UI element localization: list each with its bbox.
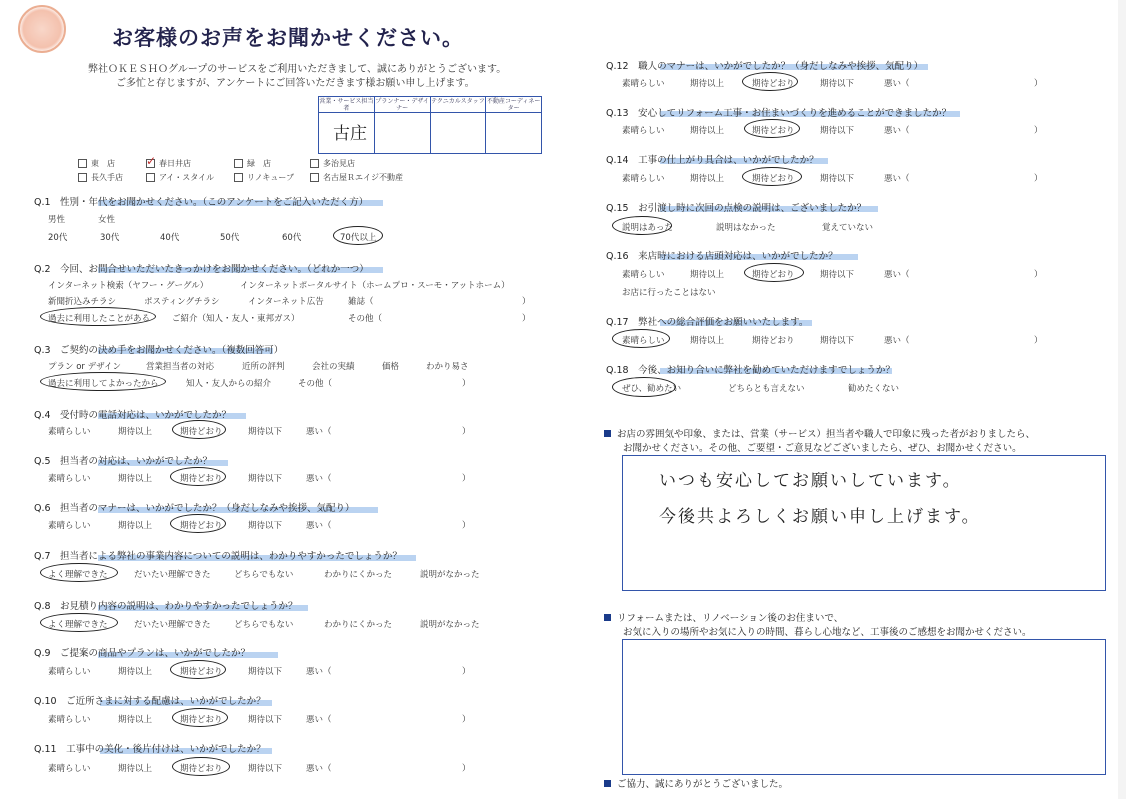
option[interactable]: その他（	[348, 314, 383, 324]
option[interactable]: インターネット広告	[248, 297, 324, 307]
option[interactable]: 説明がなかった	[420, 570, 480, 580]
option[interactable]: 期待以下	[248, 521, 283, 531]
option[interactable]: 悪い（	[306, 427, 332, 437]
option[interactable]: 悪い（	[884, 126, 910, 136]
option-selected[interactable]: 過去に利用してよかったから	[48, 379, 159, 389]
answer-circle	[170, 467, 226, 486]
q15-title: Q.15 お引渡し時に次回の点検の説明は、ございましたか？	[606, 203, 867, 214]
store-checkboxes	[78, 153, 403, 184]
option-paren: ）	[1034, 126, 1043, 136]
store-label: アイ・スタイル	[159, 172, 215, 182]
staff-col-header: 営業・サービス担当者	[319, 98, 374, 112]
q10-title: Q.10 ご近所さまに対する配慮は、いかがでしたか？	[34, 696, 266, 707]
q13-title: Q.13 安心してリフォーム工事・お住まいづくりを進めることができましたか？	[606, 108, 952, 119]
intro-line-1: 弊社ＯＫＥＳＨＯグループのサービスをご利用いただきまして、誠にありがとうございます。	[88, 64, 507, 75]
option[interactable]: プラン or デザイン	[48, 362, 122, 372]
option[interactable]: 期待以下	[820, 79, 855, 89]
option[interactable]: 素晴らしい	[48, 521, 91, 531]
answer-circle	[172, 757, 230, 776]
option-paren: ）	[462, 764, 471, 774]
option[interactable]: 近所の評判	[242, 362, 285, 372]
option[interactable]: 素晴らしい	[48, 764, 91, 774]
option[interactable]: 期待以上	[118, 764, 153, 774]
q3-title: Q.3 ご契約の決め手をお聞かせください。（複数回答可）	[34, 345, 284, 356]
option[interactable]: 覚えていない	[822, 223, 874, 233]
option-selected[interactable]: よく理解できた	[48, 570, 108, 580]
comment1-handwriting-line1: いつも安心してお願いしています。	[659, 471, 962, 491]
option[interactable]: 素晴らしい	[622, 174, 665, 184]
option[interactable]: 期待以下	[820, 174, 855, 184]
option[interactable]: 悪い（	[306, 715, 332, 725]
option-selected[interactable]: ぜひ、勧めたい	[622, 384, 682, 394]
option[interactable]: 期待以下	[248, 764, 283, 774]
comment2-prompt-line1: リフォームまたは、リノベーション後のお住まいで、	[604, 610, 843, 624]
option[interactable]: だいたい理解できた	[134, 570, 211, 580]
store-checkbox[interactable]	[78, 173, 87, 182]
option[interactable]: 雑誌（	[348, 297, 374, 307]
staff-col-header: プランナー・デザイナー	[375, 98, 429, 112]
option-paren: ）	[462, 715, 471, 725]
option[interactable]: 悪い（	[306, 764, 332, 774]
option[interactable]: 新聞折込みチラシ	[48, 297, 117, 307]
option[interactable]: 悪い（	[306, 667, 332, 677]
option[interactable]: 素晴らしい	[48, 427, 91, 437]
option[interactable]: 素晴らしい	[622, 79, 665, 89]
option[interactable]: 期待以上	[118, 521, 153, 531]
option-selected[interactable]: 素晴らしい	[622, 336, 665, 346]
q5-title: Q.5 担当者の対応は、いかがでしたか？	[34, 456, 213, 467]
option-paren: ）	[462, 427, 471, 437]
option[interactable]: 素晴らしい	[622, 126, 665, 136]
store-label: 長久手店	[91, 172, 123, 182]
option[interactable]: 期待以下	[248, 427, 283, 437]
store-label: 名古屋Ｒエイジ不動産	[323, 172, 403, 182]
option-selected[interactable]: 期待どおり	[752, 79, 795, 89]
store-checkbox[interactable]	[310, 173, 319, 182]
store-label: 春日井店	[159, 158, 191, 168]
option-paren: ）	[462, 667, 471, 677]
option[interactable]: 男性	[48, 215, 66, 225]
option[interactable]: 期待以下	[820, 126, 855, 136]
option[interactable]: 悪い（	[884, 79, 910, 89]
q4-title: Q.4 受付時の電話対応は、いかがでしたか？	[34, 410, 232, 421]
answer-circle	[40, 372, 166, 391]
option[interactable]: 60代	[282, 233, 302, 243]
comment2-textarea[interactable]	[622, 639, 1106, 775]
answer-circle	[172, 420, 226, 439]
option-selected[interactable]: 説明はあった	[622, 223, 673, 233]
scan-edge	[1118, 0, 1126, 799]
option-selected[interactable]: 70代以上	[340, 233, 377, 243]
store-label: 多治見店	[323, 158, 355, 168]
q6-title: Q.6 担当者のマナーは、いかがでしたか？（身だしなみや挨拶、気配り）	[34, 503, 355, 514]
answer-circle	[333, 226, 383, 245]
q16-title: Q.16 来店時における店頭対応は、いかがでしたか？	[606, 251, 838, 262]
option[interactable]: 50代	[220, 233, 240, 243]
option[interactable]: 営業担当者の対応	[146, 362, 215, 372]
option-selected[interactable]: 期待どおり	[180, 474, 223, 484]
option[interactable]: わかりにくかった	[324, 570, 393, 580]
option[interactable]: わかりにくかった	[324, 620, 393, 630]
answer-circle	[172, 708, 228, 727]
option[interactable]: 期待以下	[248, 667, 283, 677]
comment1-prompt-line2: お聞かせください。その他、ご要望・ご意見などございましたら、ぜひ、お聞かせください。	[623, 443, 1022, 454]
store-checkbox-checked[interactable]: ✓	[146, 153, 157, 168]
option-selected[interactable]: 期待どおり	[180, 521, 223, 531]
option[interactable]: インターネット検索（ヤフー・グーグル）	[48, 281, 209, 291]
bullet-square-icon	[604, 614, 611, 621]
answer-circle	[40, 563, 118, 582]
answer-circle	[612, 216, 672, 235]
option[interactable]: 説明がなかった	[420, 620, 480, 630]
option[interactable]: 期待以下	[248, 474, 283, 484]
option[interactable]: 悪い（	[884, 336, 910, 346]
store-checkbox[interactable]	[146, 173, 155, 182]
store-checkbox[interactable]	[234, 159, 243, 168]
option[interactable]: 20代	[48, 233, 68, 243]
q12-title: Q.12 職人のマナーは、いかがでしたか？（身だしなみや挨拶、気配り）	[606, 61, 924, 72]
option-selected[interactable]: 期待どおり	[180, 764, 223, 774]
option[interactable]: その他（	[298, 379, 333, 389]
option[interactable]: お店に行ったことはない	[622, 288, 716, 298]
answer-circle	[40, 613, 118, 632]
option[interactable]: 素晴らしい	[622, 270, 665, 280]
comment1-handwriting-line2: 今後共よろしくお願い申し上げます。	[659, 507, 981, 527]
option-selected[interactable]: 期待どおり	[752, 174, 795, 184]
staff-col-header: テクニカルスタッフ	[431, 97, 486, 113]
option-selected[interactable]: 期待どおり	[752, 270, 795, 280]
option[interactable]: わかり易さ	[426, 362, 469, 372]
option[interactable]: 勧めたくない	[848, 384, 900, 394]
option-paren: ）	[1034, 270, 1043, 280]
option[interactable]: 女性	[98, 215, 116, 225]
option[interactable]: 悪い（	[884, 270, 910, 280]
answer-circle	[744, 119, 800, 138]
comment2-prompt-line2: お気に入りの場所やお気に入りの時間、暮らし心地など、工事後のご感想をお聞かせください。	[623, 627, 1032, 638]
option[interactable]: ご紹介（知人・友人・東邦ガス）	[172, 314, 300, 324]
option[interactable]: 説明はなかった	[716, 223, 776, 233]
option[interactable]: 期待以上	[118, 474, 153, 484]
option[interactable]: どちらとも言えない	[728, 384, 805, 394]
option[interactable]: 悪い（	[306, 474, 332, 484]
q14-title: Q.14 工事の仕上がり具合は、いかがでしたか？	[606, 155, 819, 166]
answer-circle	[612, 329, 670, 348]
option-selected[interactable]: よく理解できた	[48, 620, 108, 630]
answer-circle	[742, 167, 802, 186]
intro-line-2: ご多忙と存じますが、アンケートにご回答いただきます様お願い申し上げます。	[116, 78, 475, 89]
staff-cell[interactable]	[375, 113, 430, 153]
option-selected[interactable]: 過去に利用したことがある	[48, 314, 151, 324]
store-checkbox[interactable]	[310, 159, 319, 168]
option[interactable]: 期待以下	[820, 336, 855, 346]
option[interactable]: 期待以上	[690, 270, 725, 280]
option-selected[interactable]: 期待どおり	[752, 126, 795, 136]
answer-circle	[170, 514, 226, 533]
option-paren: ）	[522, 297, 531, 307]
answer-circle	[744, 263, 804, 282]
bullet-square-icon	[604, 430, 611, 437]
option[interactable]: 悪い（	[884, 174, 910, 184]
option-selected[interactable]: 期待どおり	[180, 715, 223, 725]
option-paren: ）	[522, 314, 531, 324]
footer-thanks: ご協力、誠にありがとうございました。	[604, 776, 788, 790]
option[interactable]: 期待以上	[118, 667, 153, 677]
staff-cell[interactable]	[431, 113, 486, 153]
q9-title: Q.9 ご提案の商品やプランは、いかがでしたか？	[34, 648, 251, 659]
option[interactable]: だいたい理解できた	[134, 620, 211, 630]
option-paren: ）	[1034, 336, 1043, 346]
option-selected[interactable]: 期待どおり	[180, 667, 223, 677]
option[interactable]: 価格	[382, 362, 400, 372]
store-label: 緑 店	[247, 158, 271, 168]
option[interactable]: 40代	[160, 233, 180, 243]
comment1-prompt-line1: お店の雰囲気や印象、または、営業（サービス）担当者や職人で印象に残った者がおりましたら、	[604, 426, 1035, 440]
seal-stamp	[18, 5, 66, 53]
page-title: お客様のお声をお聞かせください。	[112, 26, 464, 50]
option[interactable]: 悪い（	[306, 521, 332, 531]
option-paren: ）	[462, 521, 471, 531]
answer-circle	[742, 72, 798, 91]
answer-circle	[612, 377, 676, 397]
option[interactable]: 素晴らしい	[48, 474, 91, 484]
option[interactable]: 知人・友人からの紹介	[186, 379, 272, 389]
staff-cell[interactable]	[486, 113, 541, 153]
option[interactable]: インターネットポータルサイト（ホームプロ・スーモ・アットホーム）	[240, 281, 510, 291]
option-selected[interactable]: 期待どおり	[180, 427, 223, 437]
option[interactable]: 期待以上	[690, 174, 725, 184]
option[interactable]: どちらでもない	[234, 570, 294, 580]
option[interactable]: ポスティングチラシ	[144, 297, 220, 307]
option[interactable]: 期待以上	[690, 336, 725, 346]
option[interactable]: 素晴らしい	[48, 667, 91, 677]
option[interactable]: 期待以上	[690, 126, 725, 136]
option[interactable]: 会社の実績	[312, 362, 355, 372]
option[interactable]: 素晴らしい	[48, 715, 91, 725]
option[interactable]: 期待以下	[248, 715, 283, 725]
q17-title: Q.17 弊社への総合評価をお願いいたします。	[606, 317, 809, 328]
staff-col-header: 不動産コーディネーター	[486, 98, 541, 112]
q1-title: Q.1 性別・年代をお聞かせください。（このアンケートをご記入いただく方）	[34, 197, 369, 208]
option-paren: ）	[462, 474, 471, 484]
q8-title: Q.8 お見積り内容の説明は、わかりやすかったでしょうか？	[34, 601, 298, 612]
q18-title: Q.18 今後、お知り合いに弊社を勧めていただけますでしょうか？	[606, 365, 895, 376]
q11-title: Q.11 工事中の美化・後片付けは、いかがでしたか？	[34, 744, 266, 755]
answer-circle	[40, 307, 156, 326]
option[interactable]: どちらでもない	[234, 620, 294, 630]
option[interactable]: 期待以上	[690, 79, 725, 89]
q2-title: Q.2 今回、お問合せいただいたきっかけをお聞かせください。（どれか一つ）	[34, 264, 369, 275]
option-paren: ）	[1034, 79, 1043, 89]
option[interactable]: 期待以上	[118, 427, 153, 437]
option-paren: ）	[1034, 174, 1043, 184]
option[interactable]: 30代	[100, 233, 120, 243]
option[interactable]: 期待どおり	[752, 336, 795, 346]
option-paren: ）	[462, 379, 471, 389]
bullet-square-icon	[604, 780, 611, 787]
q7-title: Q.7 担当者による弊社の事業内容についての説明は、わかりやすかったでしょうか？	[34, 551, 402, 562]
store-checkbox[interactable]	[234, 173, 243, 182]
store-label: 東 店	[91, 158, 115, 168]
staff-handwritten-name[interactable]: 古庄	[333, 124, 367, 144]
comment1-textarea[interactable]	[622, 455, 1106, 591]
store-checkbox[interactable]	[78, 159, 87, 168]
option[interactable]: 期待以上	[118, 715, 153, 725]
store-label: リノキューブ	[247, 172, 294, 182]
option[interactable]: 期待以下	[820, 270, 855, 280]
staff-table	[318, 96, 542, 154]
answer-circle	[170, 660, 226, 679]
